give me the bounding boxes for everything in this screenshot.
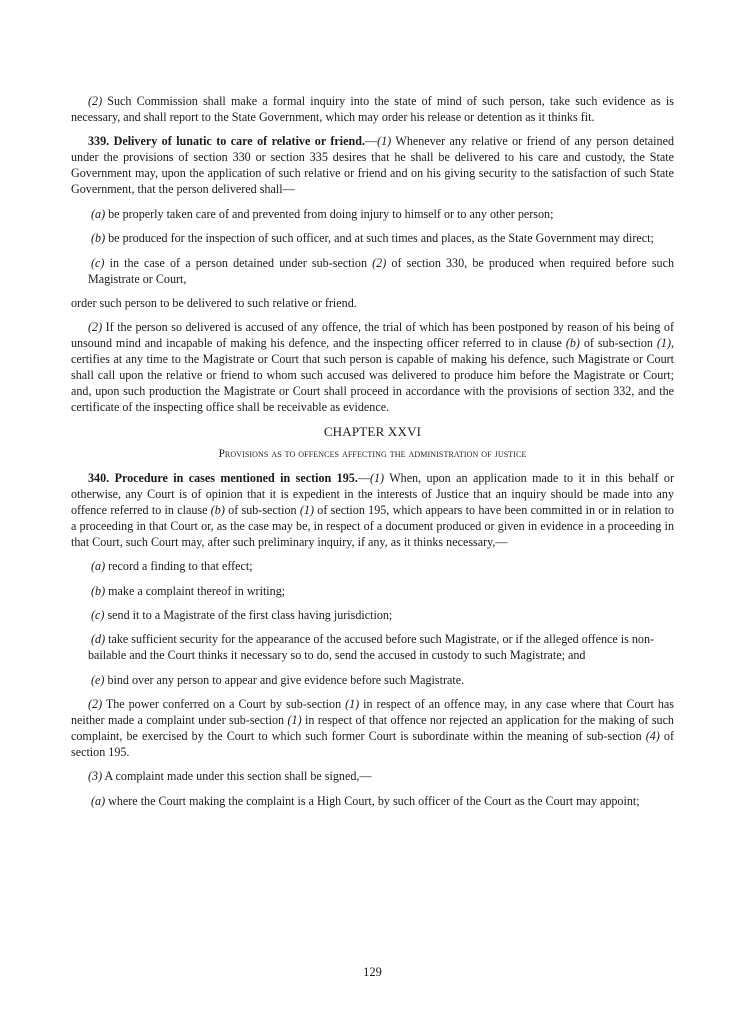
s339-order: order such person to be delivered to such relative or friend. — [71, 295, 357, 310]
s340-clause-a: (a) record a finding to that effect; — [91, 559, 253, 574]
s340-clause-d: (d) take sufficient security for the appearance of the accused before such Magistrate, or if the alleged offence is non-bailable and the Court thinks it necessary so to do, send the accused in custody to such Magistrate; and — [88, 632, 655, 663]
s340-subsection-2: (2) The power conferred on a Court by sub-section (1) in respect of an offence may, in any case where that Court has neither made a complaint under sub-section (1) in respect of that offence nor rejected an application for the making of such complaint, be exercised by the Court to which such former Court is subordinate within the meaning of sub-section (4) of section 195. — [71, 697, 675, 760]
chapter-title: Provisions as to offences affecting the administration of justice — [218, 447, 527, 460]
s339-subsection-2: (2) If the person so delivered is accused of any offence, the trial of which has been postponed by reason of his being of unsound mind and incapable of making his defence, and the inspecting officer referred to in clause (b) of sub-section (1), certifies at any time to the Magistrate or Court that such person is capable of making his defence, such Magistrate or Court shall call upon the relative or friend to whom such accused was delivered to produce him before the Magistrate or Court; and, upon such production the Magistrate or Court shall proceed in accordance with the provisions of section 332, and the certificate of the inspecting office shall be receivable as evidence. — [71, 320, 675, 415]
s339-clause-b: (b) be produced for the inspection of such officer, and at such times and places, as the State Government may direct; — [91, 231, 654, 246]
s340-subsection-3-clause-a: (a) where the Court making the complaint is a High Court, by such officer of the Court as the Court may appoint; — [91, 793, 640, 808]
chapter-heading: CHAPTER XXVI — [323, 423, 422, 439]
s340-clause-b: (b) make a complaint thereof in writing; — [91, 583, 286, 598]
s340-subsection-3: (3) A complaint made under this section shall be signed,— — [88, 769, 372, 784]
s339-clause-a: (a) be properly taken care of and prevented from doing injury to himself or to any other person; — [91, 206, 554, 221]
section-heading: 340. Procedure in cases mentioned in section 195. — [88, 470, 358, 485]
s340-subsection-1: 340. Procedure in cases mentioned in section 195.—(1) When, upon an application made to it in this behalf or otherwise, any Court is of opinion that it is expedient in the interests of Justice that an inquiry should be made into any offence referred to in clause (b) of sub-section (1) of section 195, which appears to have been committed in or in relation to a proceeding in that Court or, as the case may be, in respect of a document produced or given in evidence in a proceeding in that Court, such Court may, after such preliminary inquiry, if any, as it thinks necessary,— — [71, 470, 674, 549]
s340-clause-e: (e) bind over any person to appear and give evidence before such Magistrate. — [91, 672, 465, 687]
s340-clause-c: (c) send it to a Magistrate of the first class having jurisdiction; — [91, 607, 393, 622]
s338-subsection-2: (2) Such Commission shall make a formal inquiry into the state of mind of such person, take such evidence as is necessary, and shall report to the State Government, which may order his release or detention as it thinks fit. — [71, 94, 674, 124]
page-number: 129 — [363, 965, 382, 979]
section-heading: 339. Delivery of lunatic to care of relative or friend. — [88, 134, 366, 149]
s339-subsection-1: 339. Delivery of lunatic to care of relative or friend.—(1) Whenever any relative or friend of any person detained under the provisions of section 330 or section 335 desires that he shall be delivered to his care and custody, the State Government may, upon the application of such relative or friend and on his giving security to the satisfaction of such State Government, that the person delivered shall— — [71, 134, 674, 197]
s339-clause-c: (c) in the case of a person detained under sub-section (2) of section 330, be produced when required before such Magistrate or Court, — [88, 255, 674, 286]
